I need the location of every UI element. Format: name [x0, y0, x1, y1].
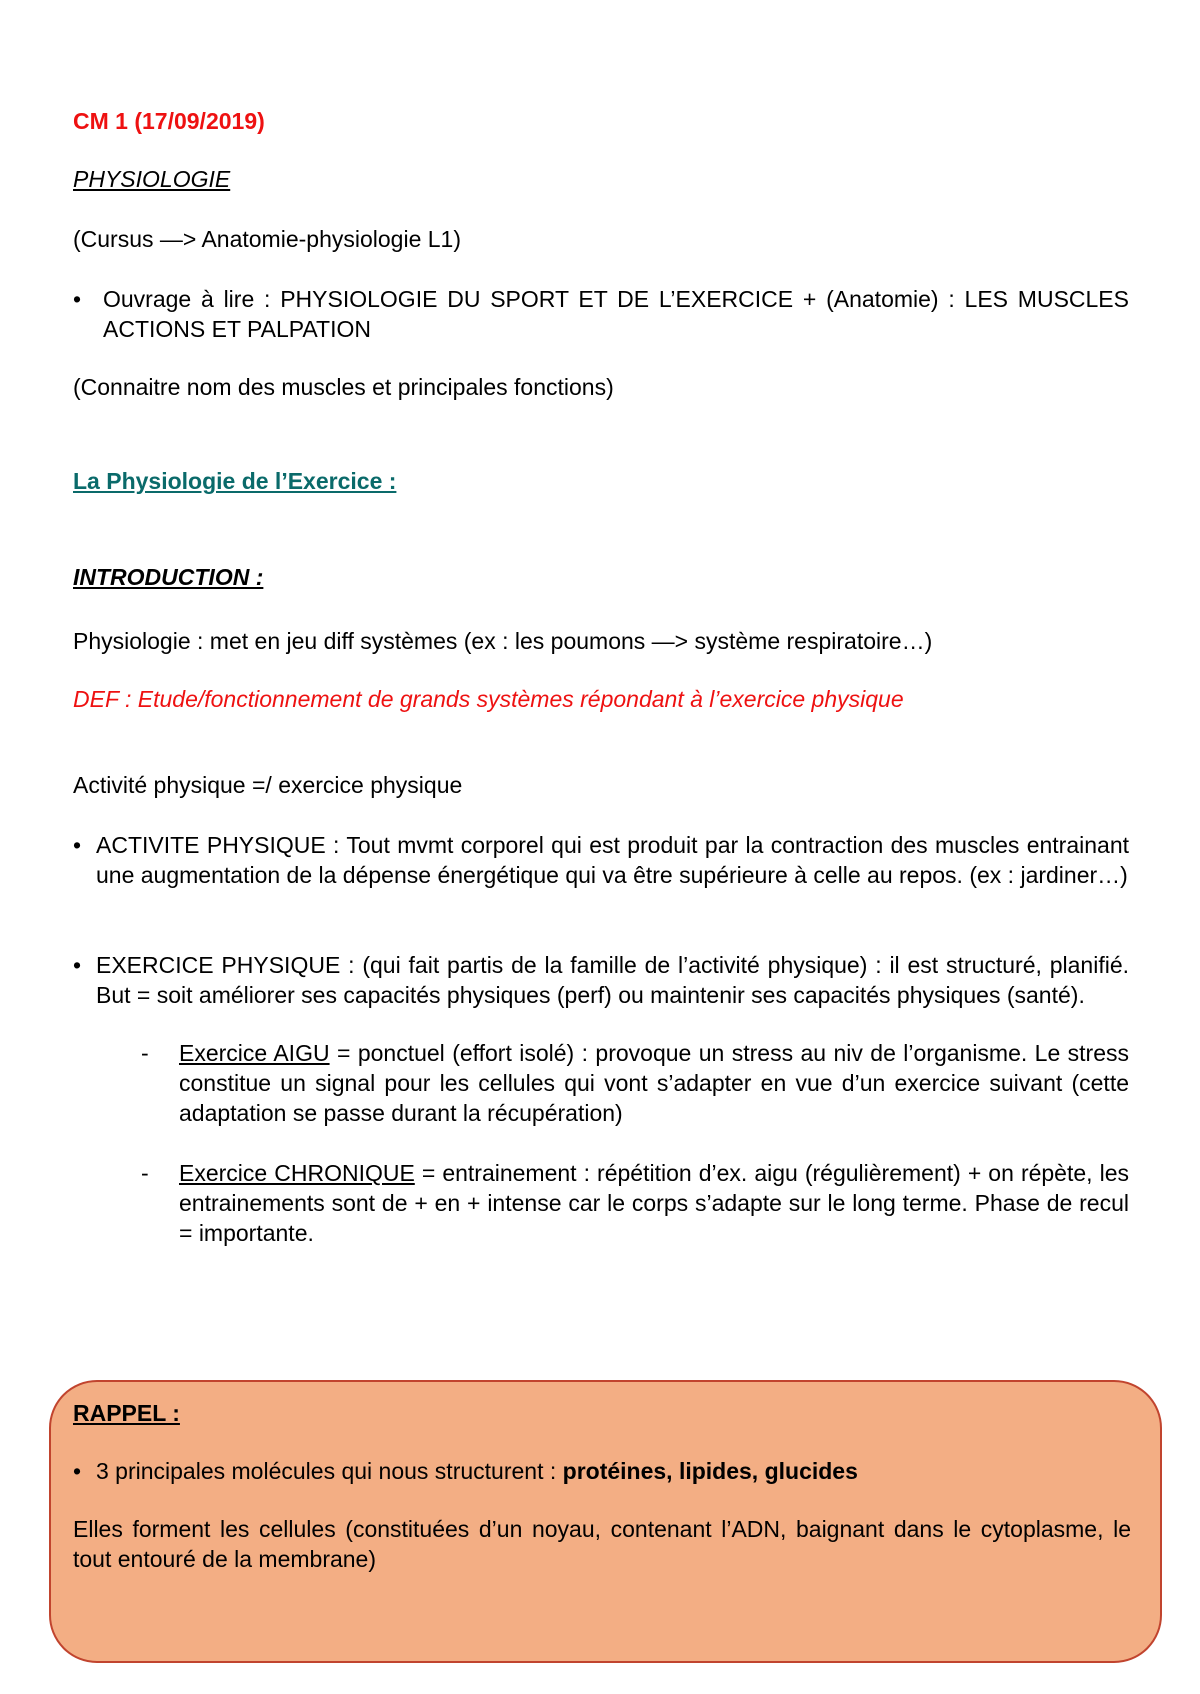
document-page [73, 106, 1129, 1248]
cells-text: Elles forment les cellules (constituées d’un noyau, contenant l’ADN, baignant dans le cytoplasme, le tout entouré de la membrane) [73, 1516, 1131, 1572]
bullet-marker: • [73, 832, 82, 858]
dash-marker: - [141, 1160, 149, 1186]
activite-bullet [73, 830, 1129, 890]
chronique-text: = entrainement : répétition d’ex. aigu (régulièrement) + on répète, les entrainements sont de + en + intense car le corps s’adapte sur le long terme. Phase de recul = importante. [179, 1160, 1129, 1246]
molecules-bullet [73, 1456, 1131, 1486]
definition-line: DEF : Etude/fonctionnement de grands systèmes répondant à l’exercice physique [73, 686, 904, 712]
note-line: (Connaitre nom des muscles et principales fonctions) [73, 374, 614, 400]
dash-marker: - [141, 1040, 149, 1066]
subject-title: PHYSIOLOGIE [73, 166, 231, 192]
aigu-text: = ponctuel (effort isolé) : provoque un stress au niv de l’organisme. Le stress constitue un signal pour les cellules qui vont s’adapter en vue d’un exercice suivant (cette adaptation se passe durant la récupération) [179, 1040, 1130, 1126]
bullet-marker: • [73, 952, 82, 978]
physiologie-line: Physiologie : met en jeu diff systèmes (ex : les poumons —> système respiratoire…) [73, 628, 933, 654]
aigu-item [73, 1038, 1129, 1128]
molecules-list: protéines, lipides, glucides [562, 1458, 858, 1484]
exercice-bullet [73, 950, 1129, 1010]
activite-text: ACTIVITE PHYSIQUE : Tout mvmt corporel qui est produit par la contraction des muscles entrainant une augmentation de la dépense énergétique qui va être supérieure à celle au repos. (ex : jardiner…) [96, 832, 1129, 888]
reading-text: Ouvrage à lire : PHYSIOLOGIE DU SPORT ET DE L’EXERCICE + (Anatomie) : LES MUSCLES ACTIONS ET PALPATION [103, 286, 1129, 342]
aigu-term: Exercice AIGU [179, 1040, 330, 1066]
molecules-text: 3 principales molécules qui nous structurent : [96, 1458, 563, 1484]
bullet-marker: • [73, 286, 82, 312]
activite-vs-exercice: Activité physique =/ exercice physique [73, 772, 463, 798]
chronique-term: Exercice CHRONIQUE [179, 1160, 415, 1186]
course-title: CM 1 (17/09/2019) [73, 108, 265, 134]
rappel-box [49, 1380, 1162, 1663]
section-title: La Physiologie de l’Exercice : [73, 468, 397, 494]
intro-heading: INTRODUCTION : [73, 564, 264, 590]
exercice-text: EXERCICE PHYSIQUE : (qui fait partis de la famille de l’activité physique) : il est structuré, planifié. But = soit améliorer ses capacités physiques (perf) ou maintenir ses capacités physiques (santé). [96, 952, 1129, 1008]
chronique-item [73, 1158, 1129, 1248]
rappel-content [73, 1398, 1131, 1574]
reading-bullet [73, 284, 1129, 344]
cursus-line: (Cursus —> Anatomie-physiologie L1) [73, 226, 461, 252]
rappel-title: RAPPEL : [73, 1400, 180, 1426]
bullet-marker: • [73, 1458, 82, 1484]
